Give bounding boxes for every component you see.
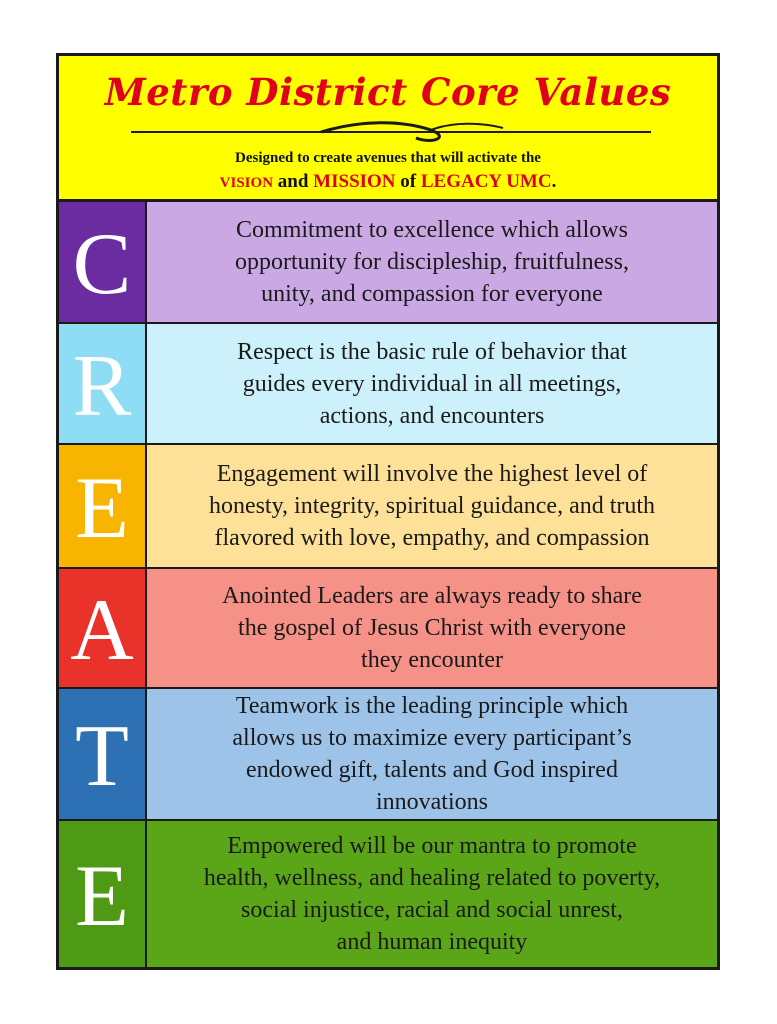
value-row-respect [59, 324, 717, 445]
value-row-engagement [59, 445, 717, 569]
value-text-anointed: Anointed Leaders are always ready to share the gospel of Jesus Christ with everyone they encounter [147, 569, 717, 687]
subtitle-line-2 [59, 169, 717, 196]
legacy-umc-word: LEGACY UMC [420, 171, 552, 192]
of-word: of [400, 171, 417, 192]
and-word: and [277, 171, 309, 192]
value-text-teamwork: Teamwork is the leading principle which allows us to maximize every participant’s endowed gift, talents and God inspired innovations [147, 689, 717, 819]
value-row-empowered [59, 821, 717, 967]
value-text-respect: Respect is the basic rule of behavior that guides every individual in all meetings, actions, and encounters [147, 324, 717, 443]
vision-word: VISION [219, 175, 274, 191]
mission-word: MISSION [313, 171, 396, 192]
value-row-teamwork [59, 689, 717, 821]
letter-r: R [59, 324, 147, 443]
poster-header [59, 56, 717, 202]
page-title: Metro District Core Values [104, 70, 672, 114]
value-text-commitment: Commitment to excellence which allows opportunity for discipleship, fruitfulness, unity, and compassion for everyone [147, 202, 717, 322]
values-list [59, 202, 717, 967]
letter-t: T [59, 689, 147, 819]
value-row-anointed [59, 569, 717, 689]
subtitle-line-1: Designed to create avenues that will activate the [235, 150, 541, 166]
value-text-engagement: Engagement will involve the highest level of honesty, integrity, spiritual guidance, and truth flavored with love, empathy, and compassion [147, 445, 717, 567]
period: . [551, 171, 557, 192]
letter-c: C [59, 202, 147, 322]
decorative-swash-divider [131, 116, 651, 148]
value-text-empowered: Empowered will be our mantra to promote health, wellness, and healing related to poverty, social injustice, racial and social unrest, and human inequity [147, 821, 717, 967]
letter-e: E [59, 445, 147, 567]
value-row-commitment [59, 202, 717, 324]
core-values-poster [56, 53, 720, 970]
letter-e-empowered: E [59, 821, 147, 967]
letter-a: A [59, 569, 147, 687]
